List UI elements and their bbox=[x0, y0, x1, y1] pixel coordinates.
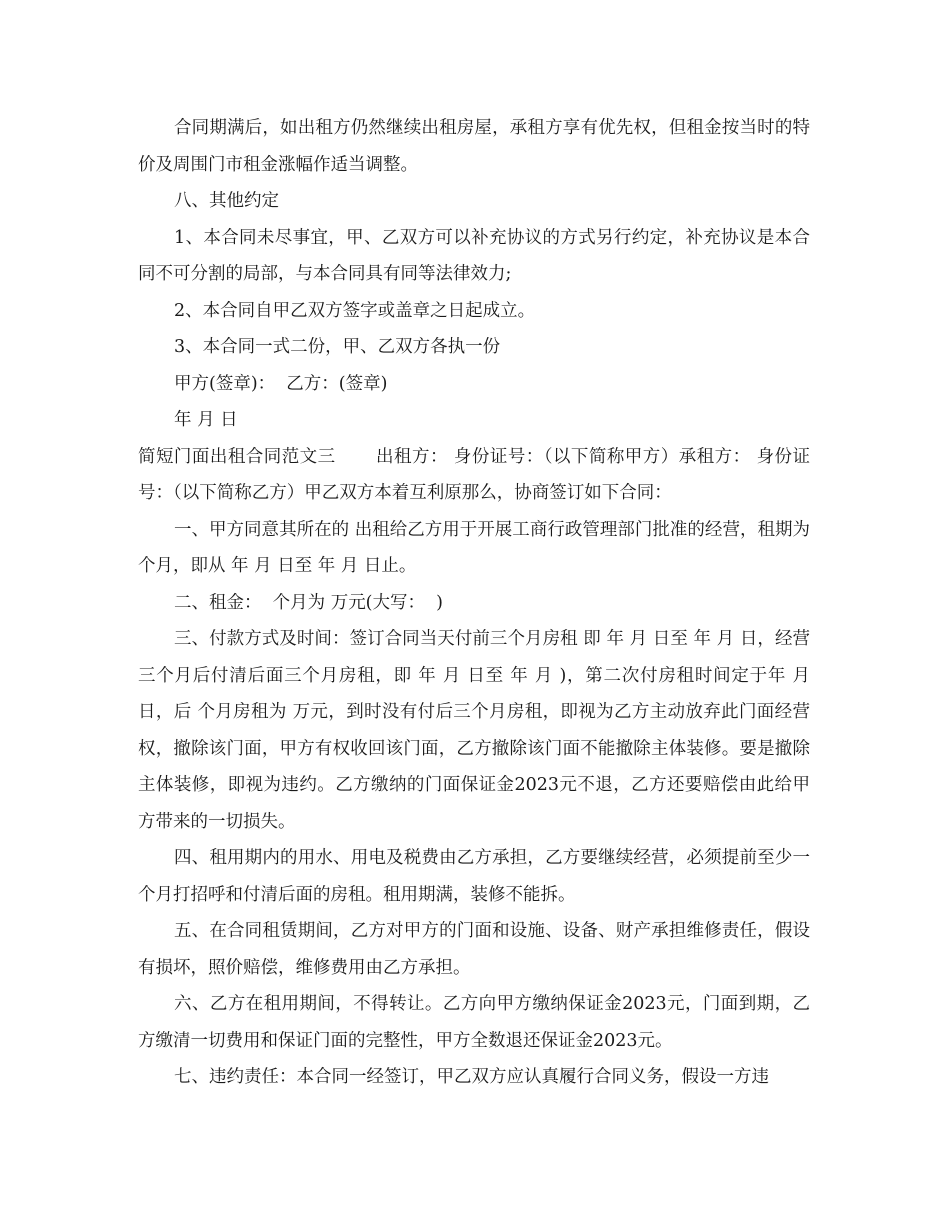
contract-three-title: 简短门面出租合同范文三 bbox=[138, 446, 336, 467]
clause-effective-date: 2、本合同自甲乙双方签字或盖章之日起成立。 bbox=[174, 300, 536, 321]
date-line: 年 月 日 bbox=[174, 410, 238, 430]
clause-six-transfer: 六、乙方在租用期间，不得转让。乙方向甲方缴纳保证金2023元，门面到期，乙方缴清一切费用和保证门面的完整性，甲方全数退还保证金2023元。 bbox=[138, 994, 810, 1051]
clause-two-rent: 二、租金： 个月为 万元(大写： ) bbox=[174, 592, 443, 613]
clause-copies: 3、本合同一式二份，甲、乙双方各执一份 bbox=[174, 337, 501, 357]
signature-line: 甲方(签章)： 乙方：(签章) bbox=[174, 373, 388, 394]
clause-three-payment: 三、付款方式及时间：签订合同当天付前三个月房租 即 年 月 日至 年 月 日，经营三个月后付清后面三个月房租，即 年 月 日至 年 月 )，第二次付房租时间定于年 月 日，后 个月房租为 万元，到时没有付后三个月房租，即视为乙方主动放弃此门面经营权，撤除该门面，甲方有权收回该门面，乙方撤除该门面不能撤除主体装修。要是撤除主体装修，即视为违约。乙方缴纳的门面保证金2023元不退，乙方还要赔偿由此给甲方带来的一切损失。 bbox=[138, 629, 810, 832]
clause-four-utilities: 四、租用期内的用水、用电及税费由乙方承担，乙方要继续经营，必须提前至少一个月打招呼和付清后面的房租。租用期满，装修不能拆。 bbox=[138, 848, 810, 905]
document-body bbox=[138, 110, 810, 1096]
clause-seven-breach: 七、违约责任：本合同一经签订，甲乙双方应认真履行合同义务，假设一方违 bbox=[174, 1067, 769, 1087]
contract-three-intro bbox=[138, 439, 810, 512]
clause-supplementary-agreement: 1、本合同未尽事宜，甲、乙双方可以补充协议的方式另行约定，补充协议是本合同不可分割的局部，与本合同具有同等法律效力; bbox=[138, 227, 810, 284]
clause-one-premises: 一、甲方同意其所在的 出租给乙方用于开展工商行政管理部门批准的经营，租期为 个月，即从 年 月 日至 年 月 日止。 bbox=[138, 519, 810, 576]
paragraph-renewal-priority: 合同期满后，如出租方仍然继续出租房屋，承租方享有优先权，但租金按当时的特价及周围门市租金涨幅作适当调整。 bbox=[138, 118, 810, 175]
clause-five-maintenance: 五、在合同租赁期间，乙方对甲方的门面和设施、设备、财产承担维修责任，假设有损坏，照价赔偿，维修费用由乙方承担。 bbox=[138, 921, 810, 978]
section-heading-other-agreements: 八、其他约定 bbox=[174, 191, 279, 211]
contract-three-parties: 出租方： 身份证号：（以下简称甲方）承租方： 身份证号：（以下简称乙方）甲乙双方本着互利原那么，协商签订如下合同： bbox=[138, 446, 811, 503]
